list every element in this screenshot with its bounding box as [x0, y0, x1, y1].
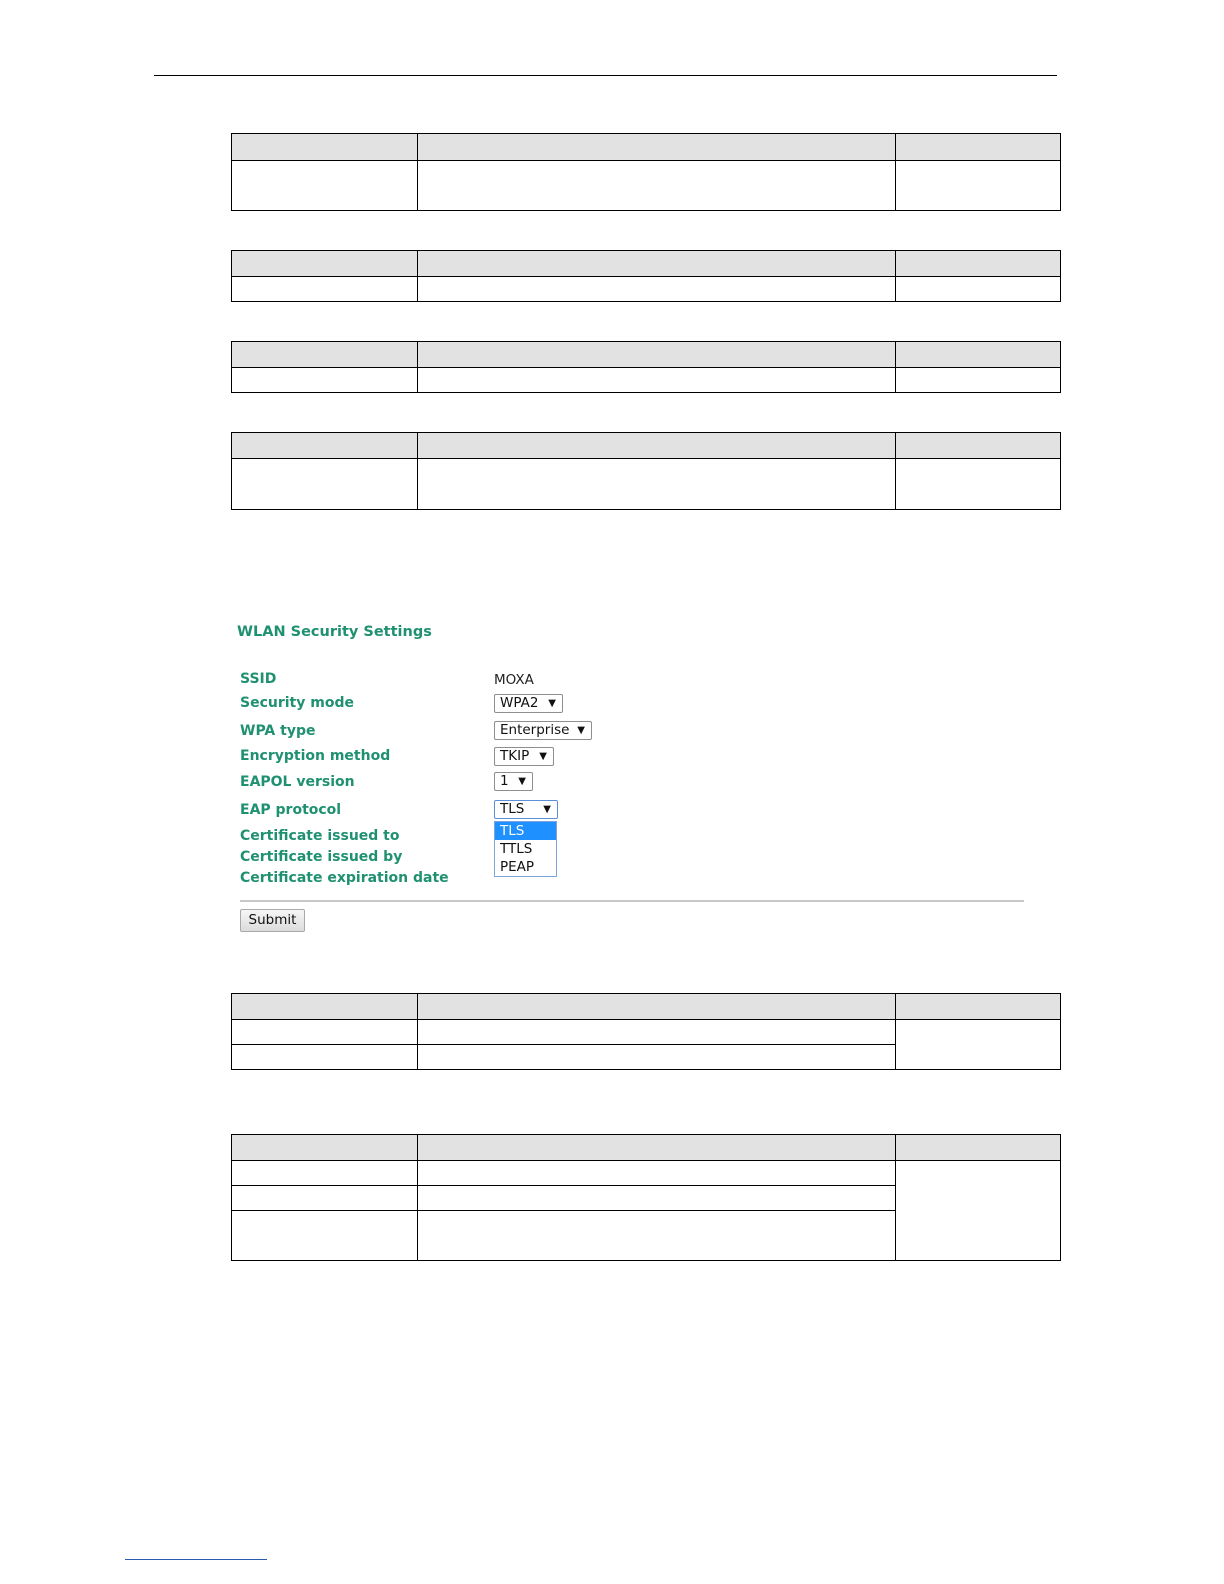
form-divider [240, 900, 1024, 902]
eap-protocol-value: TLS [500, 801, 525, 817]
wpa-type-value: Enterprise [500, 722, 570, 738]
security-mode-value: WPA2 [500, 695, 539, 711]
param-table-1 [231, 133, 1061, 211]
footer-link-rule [125, 1559, 267, 1560]
cert-expiration-label: Certificate expiration date [240, 870, 449, 886]
eap-protocol-label: EAP protocol [240, 802, 342, 818]
encryption-method-select[interactable] [494, 747, 554, 766]
eap-option-ttls[interactable]: TTLS [500, 841, 533, 857]
wpa-type-select[interactable] [494, 721, 592, 740]
chevron-down-icon: ▼ [577, 725, 585, 736]
eapol-version-label: EAPOL version [240, 774, 355, 790]
table-header-row [232, 342, 1061, 368]
chevron-down-icon: ▼ [548, 698, 556, 709]
table-row [232, 161, 1061, 211]
table-header-row [232, 433, 1061, 459]
security-mode-select[interactable] [494, 694, 563, 713]
wpa-type-label: WPA type [240, 723, 316, 739]
cert-issued-by-label: Certificate issued by [240, 849, 403, 865]
eap-protocol-select[interactable] [494, 800, 558, 819]
table-row [232, 1161, 1061, 1186]
param-table-2 [231, 250, 1061, 302]
chevron-down-icon: ▼ [518, 776, 526, 787]
encryption-method-label: Encryption method [240, 748, 391, 764]
security-mode-label: Security mode [240, 695, 354, 711]
param-table-4 [231, 432, 1061, 510]
table-row [232, 459, 1061, 510]
page-title: WLAN Security Settings [237, 624, 432, 640]
table-header-row [232, 134, 1061, 161]
chevron-down-icon: ▼ [543, 804, 551, 815]
param-table-3 [231, 341, 1061, 393]
table-header-row [232, 1135, 1061, 1161]
header-rule [154, 75, 1057, 76]
eap-option-tls[interactable]: TLS [495, 822, 556, 840]
encryption-method-value: TKIP [500, 748, 530, 764]
param-table-6 [231, 1134, 1061, 1261]
table-row [232, 1020, 1061, 1045]
table-row [232, 368, 1061, 393]
table-header-row [232, 994, 1061, 1020]
table-row [232, 277, 1061, 302]
eap-option-peap[interactable]: PEAP [500, 859, 535, 875]
eapol-version-value: 1 [500, 773, 509, 789]
eapol-version-select[interactable] [494, 772, 533, 791]
chevron-down-icon: ▼ [539, 751, 547, 762]
ssid-value: MOXA [494, 672, 534, 688]
eap-protocol-dropdown [494, 821, 557, 877]
param-table-5 [231, 993, 1061, 1070]
ssid-label: SSID [240, 671, 277, 687]
wlan-security-screenshot [232, 618, 1032, 948]
table-header-row [232, 251, 1061, 277]
submit-button[interactable]: Submit [240, 909, 305, 932]
cert-issued-to-label: Certificate issued to [240, 828, 400, 844]
